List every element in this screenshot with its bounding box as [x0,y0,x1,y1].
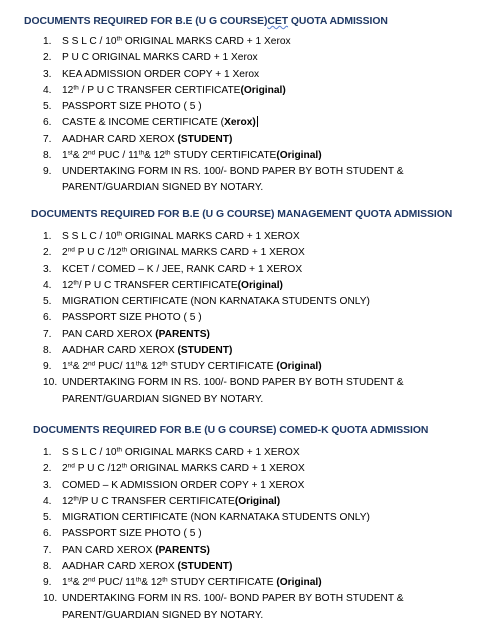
superscript: th [135,360,142,368]
item-bold-text: Xerox) [224,117,256,129]
item-bold-text: (Original) [234,495,281,507]
item-text: UNDERTAKING FORM IN RS. 100/- BOND PAPER BY BOTH STUDENT & [62,377,404,389]
item-text: STUDY CERTIFICATE [167,361,277,372]
item-text: STUDY CERTIFICATE [170,149,277,161]
item-bold-text: (STUDENT) [177,560,233,572]
superscript: th [116,35,122,43]
item-bold-text: (STUDENT) [177,344,233,356]
item-text: ORIGINAL MARKS CARD + 1 XEROX [121,447,300,458]
item-bold-text: (Original) [276,577,322,588]
item-text: / P U C TRANSFER CERTIFICATE [78,84,241,96]
item-text: PUC/ 11 [95,361,136,372]
item-text: ORIGINAL MARKS CARD + 1 XEROX [127,247,305,259]
text-cursor [257,116,258,127]
item-text: & 12 [144,149,166,161]
item-text: ORIGINAL MARKS CARD + 1 Xerox [121,36,291,47]
item-text: S S L C / 10 [62,231,117,242]
list-item [43,526,404,542]
heading-text: QUOTA ADMISSION [288,16,388,27]
superscript: nd [67,462,75,470]
item-number: 2. [43,463,52,475]
item-text: & 2 [72,577,89,588]
item-text: 12 [62,495,74,507]
list-item [43,50,404,66]
item-number: 5. [43,512,52,523]
item-text: 1 [62,149,68,161]
item-number: 7. [43,328,52,340]
item-text: P U C ORIGINAL MARKS CARD + 1 Xerox [62,52,258,64]
item-text: & 2 [72,149,89,161]
item-number: 5. [43,296,52,307]
list-item [43,445,404,461]
item-text: AADHAR CARD XEROX [62,560,178,572]
list-item [43,510,404,526]
superscript: st [67,360,73,368]
item-bold-text: (Original) [240,84,286,96]
item-text: COMED – K ADMISSION ORDER COPY + 1 XEROX [62,479,305,491]
list-item [43,575,404,591]
list-item [43,229,404,245]
item-number: 8. [43,560,52,572]
comedk-document-list [43,445,404,624]
section-heading-comedk: DOCUMENTS REQUIRED FOR B.E (U G COURSE) COMED-K QUOTA ADMISSION [33,425,429,436]
item-text: MIGRATION CERTIFICATE (NON KARNATAKA STUDENTS ONLY) [62,296,370,307]
item-text: 2 [62,247,68,259]
item-bold-text: (Original) [237,279,283,291]
superscript: nd [88,360,96,368]
item-number: 2. [43,247,52,259]
item-text: ORIGINAL MARKS CARD + 1 XEROX [121,231,300,242]
item-number: 9. [43,166,52,177]
list-item [43,34,404,50]
item-number: 6. [43,117,52,129]
item-number: 5. [43,101,52,112]
list-item [43,164,404,197]
superscript: th [162,360,168,368]
item-text: MIGRATION CERTIFICATE (NON KARNATAKA STUDENTS ONLY) [62,512,370,523]
superscript: th [73,495,79,503]
list-item [43,83,404,99]
item-bold-text: (Original) [276,149,322,161]
item-text: PASSPORT SIZE PHOTO ( 5 ) [62,101,202,112]
superscript: th [73,279,79,287]
list-item [43,343,404,359]
item-text: UNDERTAKING FORM IN RS. 100/- BOND PAPER BY BOTH STUDENT & [62,593,404,605]
superscript: th [121,462,128,470]
item-text: PASSPORT SIZE PHOTO ( 5 ) [62,312,202,324]
section-heading-management: DOCUMENTS REQUIRED FOR B.E (U G COURSE) MANAGEMENT QUOTA ADMISSION [31,209,453,220]
list-item [43,115,404,131]
list-item [43,591,404,624]
item-text-continued: PARENT/GUARDIAN SIGNED BY NOTARY. [62,609,264,621]
item-number: 3. [43,263,52,275]
item-text: 1 [62,577,68,588]
item-text: AADHAR CARD XEROX [62,344,178,356]
item-text: & 12 [141,577,163,588]
item-text: S S L C / 10 [62,447,117,458]
heading-cet-word: CET [267,16,289,27]
item-number: 3. [43,68,52,80]
item-text: & 12 [141,361,163,372]
list-item [43,132,404,148]
list-item [43,278,404,294]
item-number: 10. [43,377,58,389]
management-document-list [43,229,404,408]
cet-document-list [43,34,404,197]
superscript: nd [88,149,96,157]
item-text: PUC/ 11 [95,577,136,588]
item-text: /P U C TRANSFER CERTIFICATE [78,495,235,507]
list-item [43,375,404,408]
superscript: th [135,576,142,584]
list-item [43,461,404,477]
item-number: 9. [43,577,52,588]
item-number: 1. [43,36,52,47]
item-text: PUC / 11 [95,149,139,161]
superscript: th [73,84,79,92]
superscript: th [116,230,122,238]
item-text: P U C /12 [74,463,122,475]
item-number: 6. [43,312,52,324]
list-item [43,148,404,164]
item-number: 8. [43,344,52,356]
superscript: th [138,149,145,157]
item-text: P U C /12 [74,247,122,259]
item-bold-text: (STUDENT) [177,133,233,145]
list-item [43,245,404,261]
item-number: 1. [43,447,52,458]
list-item [43,494,404,510]
item-bold-text: (PARENTS) [155,328,210,340]
list-item [43,294,404,310]
item-text: AADHAR CARD XEROX [62,133,178,145]
item-number: 8. [43,149,52,161]
item-text: STUDY CERTIFICATE [167,577,277,588]
item-number: 1. [43,231,52,242]
item-bold-text: (PARENTS) [155,544,210,556]
item-number: 2. [43,52,52,64]
item-text: CASTE & INCOME CERTIFICATE ( [62,117,225,129]
list-item [43,543,404,559]
list-item [43,262,404,278]
list-item [43,99,404,115]
item-text: 12 [62,84,74,96]
item-text: KEA ADMISSION ORDER COPY + 1 Xerox [62,68,260,80]
item-number: 10. [43,593,58,605]
list-item [43,310,404,326]
item-text: 1 [62,361,68,372]
item-text-continued: PARENT/GUARDIAN SIGNED BY NOTARY. [62,182,264,194]
item-bold-text: (Original) [276,361,322,372]
item-text-continued: PARENT/GUARDIAN SIGNED BY NOTARY. [62,393,264,405]
list-item [43,67,404,83]
item-text: & 2 [72,361,89,372]
list-item [43,559,404,575]
superscript: nd [88,576,96,584]
item-number: 7. [43,544,52,556]
superscript: th [116,446,122,454]
item-number: 4. [43,279,52,291]
list-item [43,327,404,343]
heading-text: DOCUMENTS REQUIRED FOR B.E (U G COURSE) [24,16,268,27]
item-number: 4. [43,495,52,507]
item-text: 2 [62,463,68,475]
item-number: 6. [43,528,52,540]
superscript: st [67,576,73,584]
superscript: th [162,576,168,584]
item-text: PAN CARD XEROX [62,544,156,556]
list-item [43,478,404,494]
item-text: PAN CARD XEROX [62,328,156,340]
item-text: / P U C TRANSFER CERTIFICATE [78,279,238,291]
item-text: PASSPORT SIZE PHOTO ( 5 ) [62,528,202,540]
item-text: KCET / COMED – K / JEE, RANK CARD + 1 XEROX [62,263,303,275]
superscript: th [121,246,128,254]
item-text: S S L C / 10 [62,36,117,47]
superscript: th [165,149,171,157]
item-text: 12 [62,279,74,291]
item-number: 3. [43,479,52,491]
superscript: nd [67,246,75,254]
item-text: UNDERTAKING FORM IN RS. 100/- BOND PAPER BY BOTH STUDENT & [62,166,404,177]
item-number: 9. [43,361,52,372]
item-number: 7. [43,133,52,145]
superscript: st [67,149,73,157]
item-number: 4. [43,84,52,96]
item-text: ORIGINAL MARKS CARD + 1 XEROX [127,463,305,475]
section-heading-cet [24,16,388,27]
list-item [43,359,404,375]
